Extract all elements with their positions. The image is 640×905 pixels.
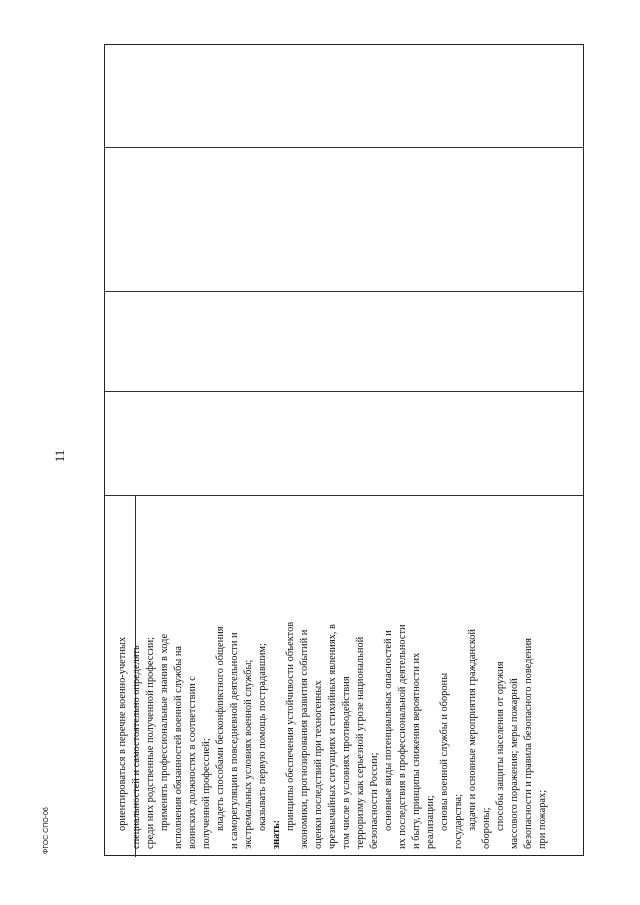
document-code: ФГОС СПО-06 [43, 807, 50, 854]
content-line: обороны; [481, 807, 492, 849]
content-line: способы защиты населения от оружия [495, 661, 506, 831]
content-line: оценки последствий при техногенных [313, 680, 324, 849]
content-line: ориентироваться в перечне военно-учетных [117, 636, 128, 831]
curriculum-table [104, 44, 584, 856]
content-line: основы военной службы и обороны [439, 672, 450, 831]
table-row-divider [105, 291, 583, 292]
content-line: полученной профессией; [201, 738, 212, 849]
content-line: задачи и основные мероприятия гражданской [467, 629, 478, 831]
content-line: массового поражения; меры пожарной [509, 678, 520, 849]
table-row-divider [105, 147, 583, 148]
content-line: основные виды потенциальных опасностей и [383, 630, 394, 831]
content-line: оказывать первую помощь пострадавшим; [257, 643, 268, 831]
content-line: владеть способами бесконфликтного общения [215, 626, 226, 831]
content-line: безопасности России; [369, 752, 380, 849]
content-line: экстремальных условиях военной службы; [243, 659, 254, 849]
content-line: применять профессиональные знания в ходе [159, 633, 170, 831]
content-line: терроризму как серьезной угрозе национальной [355, 636, 366, 849]
content-line: принципы обеспечения устойчивости объектов [285, 621, 296, 831]
content-line: реализации; [425, 795, 436, 849]
content-line: специальностей и самостоятельно определять [131, 645, 142, 849]
content-line: и саморегуляции в повседневной деятельности и [229, 632, 240, 849]
content-line: безопасности и правила безопасного поведения [523, 638, 534, 849]
content-line: и быту, принципы снижения вероятности их [411, 652, 422, 849]
competency-content-cell [105, 495, 585, 857]
content-line: том числе в условиях противодействия [341, 676, 352, 849]
content-line: среди них родственные полученной профессии; [145, 636, 156, 849]
content-line: воинских должностях в соответствии с [187, 676, 198, 849]
competency-text-block [105, 495, 585, 857]
content-line: чрезвычайных ситуациях и стихийных явлениях, в [327, 624, 338, 849]
content-line: экономики, прогнозирования развития событий и [299, 629, 310, 849]
content-line: их последствия в профессиональной деятельности [397, 624, 408, 849]
page-number: 11 [52, 449, 67, 463]
content-line: при пожарах; [537, 789, 548, 849]
table-row-divider [105, 391, 583, 392]
content-line: знать: [271, 819, 282, 849]
content-line: государства; [453, 794, 464, 849]
content-line: исполнения обязанностей военной службы на [173, 645, 184, 849]
